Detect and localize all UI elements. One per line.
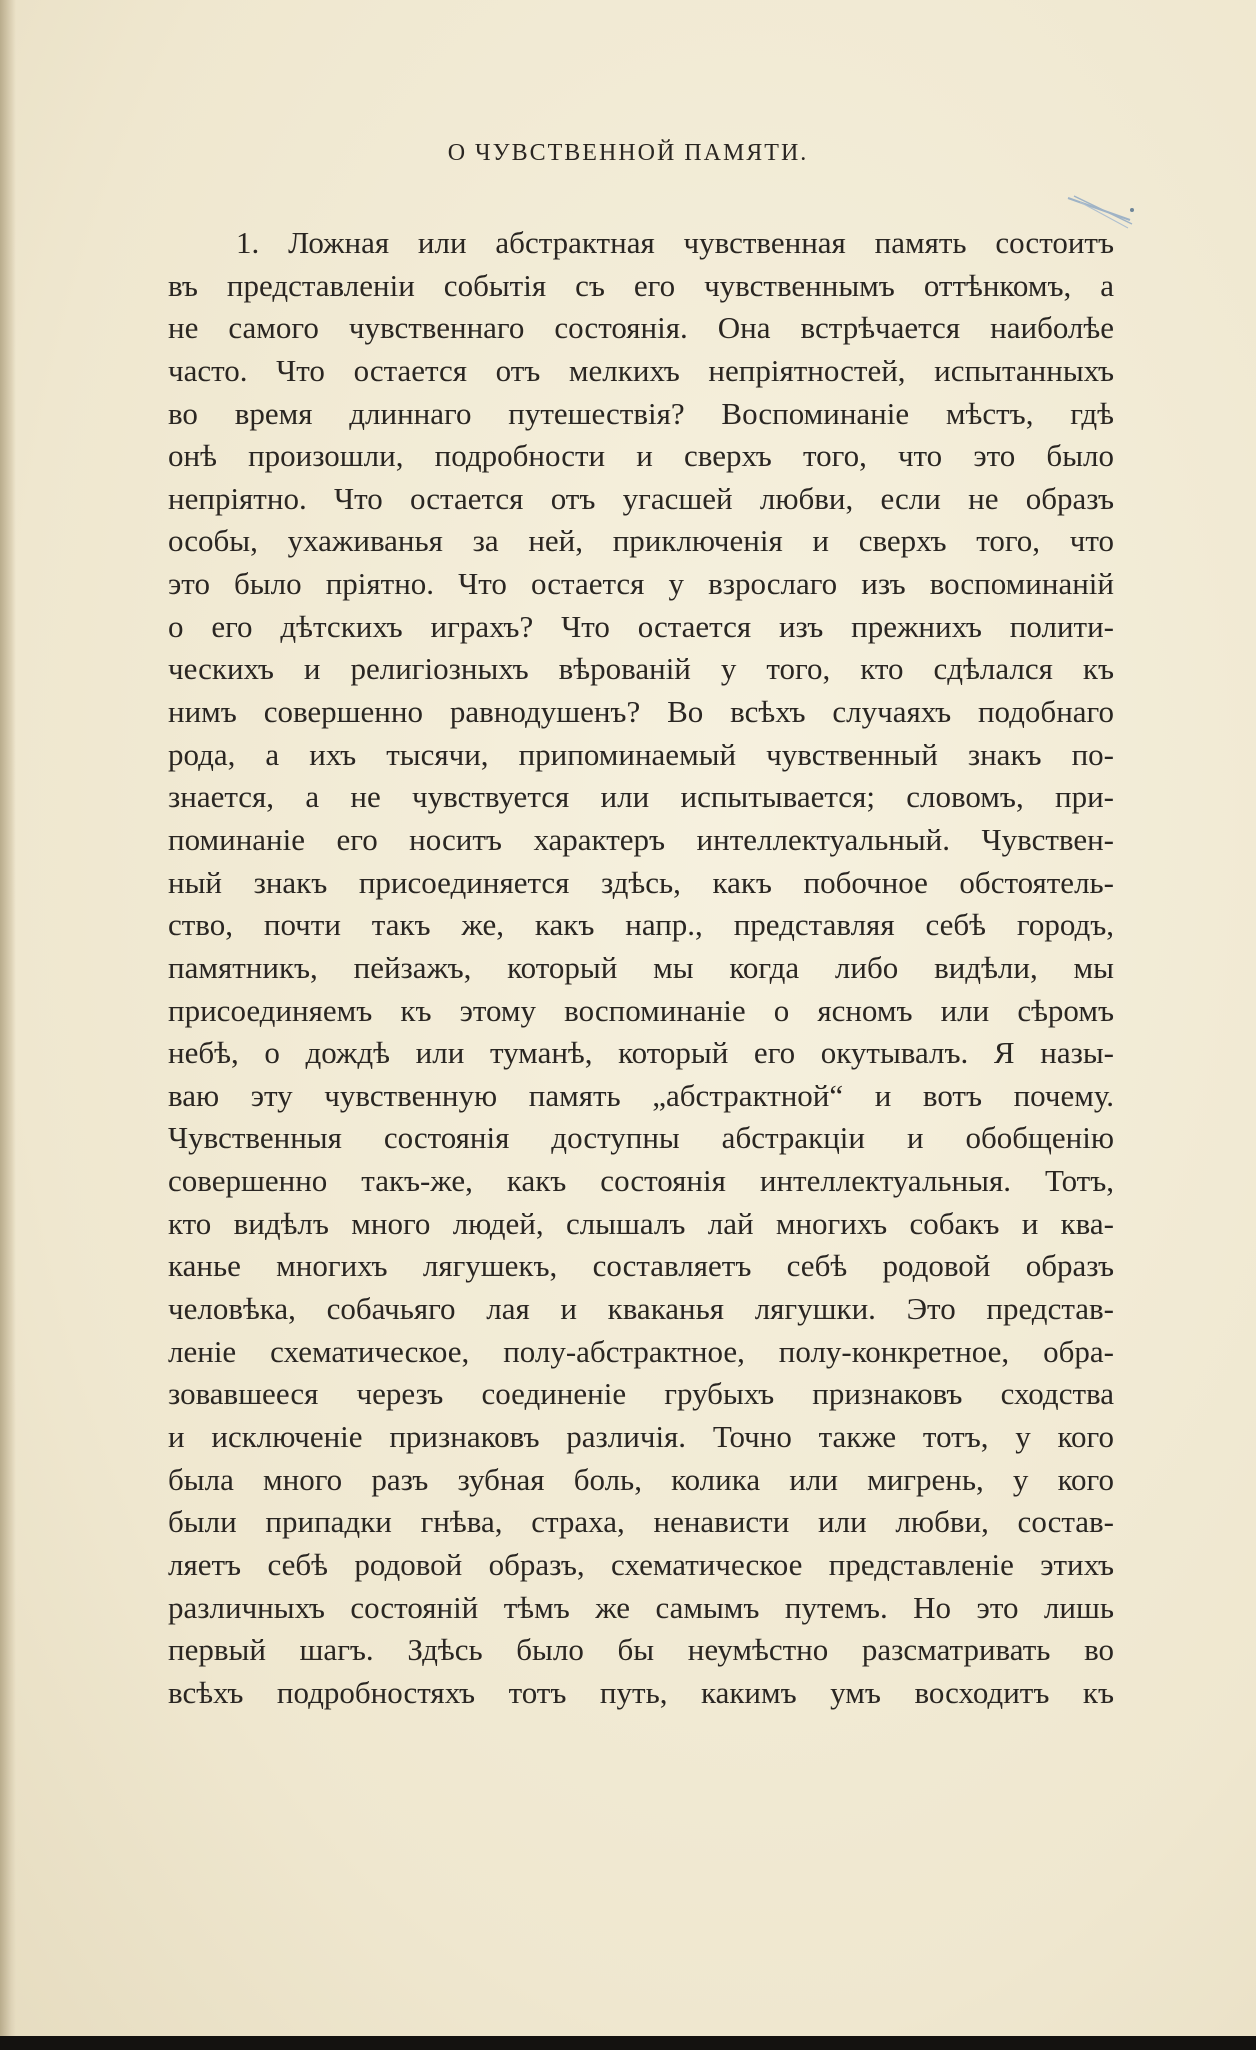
text-line: не самого чувственнаго состоянія. Она встрѣчается наиболѣе: [168, 310, 1114, 346]
text-line: была много разъ зубная боль, колика или мигрень, у кого: [168, 1461, 1114, 1497]
text-line: рода, а ихъ тысячи, припоминаемый чувственный знакъ по-: [168, 736, 1114, 772]
text-line: 1. Ложная или абстрактная чувственная память состоитъ: [236, 225, 1114, 260]
text-line: Чувственныя состоянія доступны абстракціи и обобщенію: [168, 1120, 1114, 1156]
text-line: канье многихъ лягушекъ, составляетъ себѣ родовой образъ: [168, 1248, 1114, 1284]
text-line: ческихъ и религіозныхъ вѣрованій у того, кто сдѣлался къ: [168, 651, 1114, 687]
text-line: кто видѣлъ много людей, слышалъ лай многихъ собакъ и ква-: [168, 1205, 1114, 1241]
text-line: различныхъ состояній тѣмъ же самымъ путемъ. Но это лишь: [168, 1589, 1114, 1625]
body-text: [168, 222, 1114, 1714]
text-line: о его дѣтскихъ играхъ? Что остается изъ прежнихъ полити-: [168, 608, 1114, 644]
text-line: поминаніе его носитъ характеръ интеллектуальный. Чувствен-: [168, 821, 1114, 857]
text-line: часто. Что остается отъ мелкихъ непріятностей, испытанныхъ: [168, 352, 1114, 388]
text-line: были припадки гнѣва, страха, ненависти или любви, состав-: [168, 1504, 1114, 1540]
text-line: первый шагъ. Здѣсь было бы неумѣстно разсматривать во: [168, 1632, 1114, 1668]
text-line: зовавшееся черезъ соединеніе грубыхъ признаковъ сходства: [168, 1376, 1114, 1412]
text-line: особы, ухаживанья за ней, приключенія и сверхъ того, что: [168, 523, 1114, 559]
text-line: онѣ произошли, подробности и сверхъ того, что это было: [168, 438, 1114, 474]
text-line: непріятно. Что остается отъ угасшей любви, если не образъ: [168, 480, 1114, 516]
text-line: это было пріятно. Что остается у взрослаго изъ воспоминаній: [168, 566, 1114, 602]
text-line: ный знакъ присоединяется здѣсь, какъ побочное обстоятель-: [168, 864, 1114, 900]
text-line: присоединяемъ къ этому воспоминаніе о ясномъ или сѣромъ: [168, 992, 1114, 1028]
text-line: ваю эту чувственную память „абстрактной“ и вотъ почему.: [168, 1077, 1114, 1113]
text-line: нимъ совершенно равнодушенъ? Во всѣхъ случаяхъ подобнаго: [168, 694, 1114, 730]
text-line: въ представленіи событія съ его чувственнымъ оттѣнкомъ, а: [168, 267, 1114, 303]
text-line: совершенно такъ-же, какъ состоянія интеллектуальныя. Тотъ,: [168, 1163, 1114, 1199]
page-heading: О ЧУВСТВЕННОЙ ПАМЯТИ.: [447, 140, 809, 166]
text-line: леніе схематическое, полу-абстрактное, полу-конкретное, обра-: [168, 1333, 1114, 1369]
text-line: ляетъ себѣ родовой образъ, схематическое представленіе этихъ: [168, 1546, 1114, 1582]
page-spine-shadow: [0, 0, 16, 2050]
text-line: во время длиннаго путешествія? Воспоминаніе мѣстъ, гдѣ: [168, 395, 1114, 431]
text-line: знается, а не чувствуется или испытывается; словомъ, при-: [168, 779, 1114, 815]
text-line: и исключеніе признаковъ различія. Точно также тотъ, у кого: [168, 1418, 1114, 1454]
text-line: всѣхъ подробностяхъ тотъ путь, какимъ умъ восходитъ къ: [168, 1674, 1114, 1710]
text-line: человѣка, собачьяго лая и кваканья лягушки. Это представ-: [168, 1291, 1114, 1327]
text-line: памятникъ, пейзажъ, который мы когда либо видѣли, мы: [168, 949, 1114, 985]
text-line: небѣ, о дождѣ или туманѣ, который его окутывалъ. Я назы-: [168, 1035, 1114, 1071]
scan-bottom-edge: [0, 2036, 1256, 2050]
text-line: ство, почти такъ же, какъ напр., представляя себѣ городъ,: [168, 907, 1114, 943]
